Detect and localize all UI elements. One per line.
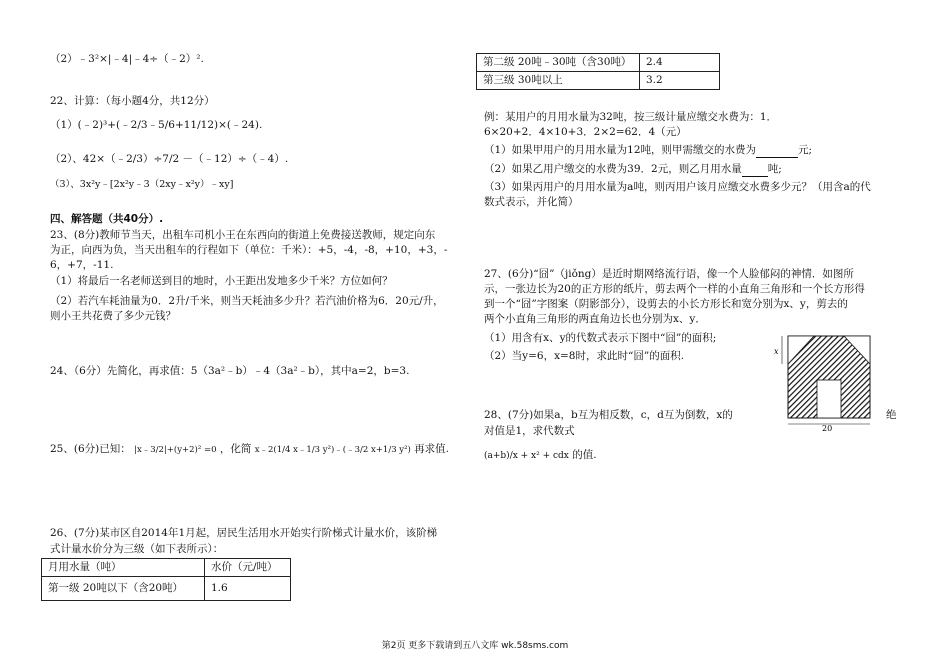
cut-rectangle — [817, 380, 841, 418]
table-row — [42, 559, 291, 577]
table-cell: 水价（元/吨） — [205, 559, 291, 577]
label-20: 20 — [822, 424, 833, 432]
table-cell: 第三级 30吨以上 — [477, 72, 640, 90]
table-cell: 3.2 — [640, 72, 720, 90]
label-x: x — [774, 347, 779, 356]
section-4-heading: 四、解答题（共40分）. — [50, 213, 164, 225]
example-line1: 例：某用户的月用水量为32吨，按三级计量应缴交水费为：1． — [484, 111, 778, 123]
q22-part3: （3）、3x²y﹣[2x²y﹣3（2xy﹣x²y）﹣xy] — [50, 179, 234, 190]
q24: 24、（6分）先简化，再求值：5（3a²﹣b）﹣4（3a²﹣b），其中a=2，b=3. — [50, 365, 410, 377]
table-cell: 第二级 20吨﹣30吨（含30吨） — [477, 54, 640, 72]
q26-part2-text: （2）如果乙用户缴交的水费为39．2元，则乙月用水量 — [484, 163, 742, 175]
q26-part3b: 数式表示，并化简） — [484, 196, 579, 208]
q26-part3a: （3）如果丙用户的月用水量为a吨，则丙用户该月应缴交水费多少元？（用含a的代 — [484, 181, 871, 193]
example-line2: 6×20+2．4×10+3．2×2=62．4（元） — [484, 126, 687, 138]
q26-part1-unit: 元; — [798, 144, 813, 156]
q26-part2-unit: 吨; — [767, 163, 782, 175]
answer-blank — [756, 157, 798, 158]
q22-part2: （2）、42×（﹣2/3）÷7/2 －（﹣12）÷（﹣4）. — [50, 153, 289, 165]
q28-line2: 对值是1，求代数式 — [484, 425, 575, 437]
table-cell: 月用水量（吨） — [42, 559, 205, 577]
q26-part1-text: （1）如果甲用户的月用水量为12吨，则甲需缴交的水费为 — [484, 144, 757, 156]
q25-prefix: 25、(6分)已知： — [50, 443, 131, 455]
q28-line1: 28、(7分)如果a，b互为相反数，c，d互为倒数，x的 — [484, 409, 733, 421]
q27-line4: 两个小直角三角形的两直角边长也分别为x、y． — [484, 313, 706, 325]
table-cell: 第一级 20吨以下（含20吨） — [42, 577, 205, 601]
q26-part2 — [484, 162, 782, 177]
table-row — [42, 577, 291, 601]
q27-line3: 到一个“囧”字图案（阴影部分），设剪去的小长方形长和宽分别为x、y，剪去的 — [484, 298, 848, 310]
q21-part2: （2）﹣3²×|﹣4|﹣4÷（﹣2）². — [50, 53, 204, 65]
q27-line1: 27、(6分)“囧”（jiǒng）是近时期网络流行语，像一个人脸郁闷的神情．如图所 — [484, 268, 854, 280]
q23-part1: （1）将最后一名老师送到目的地时，小王距出发地多少千米？方位如何？ — [50, 275, 393, 287]
q23-line3: 6，+7，-11. — [50, 259, 114, 271]
q26-part1 — [484, 143, 812, 158]
q23-line2: 为正，向西为负，当天出租车的行程如下（单位：千米）：+5，-4，-8，+10，+3，- — [50, 244, 448, 256]
q27-part2: （2）当y=6，x=8时，求此时“囧”的面积. — [484, 350, 685, 362]
q28-expression-line — [484, 448, 597, 463]
q27-line2: 示，一张边长为20的正方形的纸片，剪去两个一样的小直角三角形和一个长方形得 — [484, 283, 865, 295]
table-cell: 1.6 — [205, 577, 291, 601]
table-row — [477, 72, 720, 90]
q25-expression: x﹣2(1/4 x﹣1/3 y²)﹣(﹣3/2 x+1/3 y²) — [254, 445, 411, 455]
q25-condition: |x﹣3/2|+(y+2)² =0 — [134, 445, 217, 455]
jiong-figure — [770, 330, 882, 432]
q25-mid: ，化简 — [219, 443, 252, 455]
water-price-table-top — [41, 558, 291, 601]
q25 — [50, 442, 449, 457]
q28-suffix: 的值. — [572, 449, 597, 461]
q22-part1: （1）(﹣2)³+(﹣2/3﹣5/6+11/12)×(﹣24). — [50, 119, 263, 131]
q23-part2a: （2）若汽车耗油量为0．2升/千米，则当天耗油多少升？若汽油价格为6．20元/升， — [50, 295, 444, 307]
table-row — [477, 54, 720, 72]
q28-line1-end: 绝 — [886, 409, 897, 421]
q23-line1: 23、(8分)教师节当天，出租车司机小王在东西向的街道上免费接送教师，规定向东 — [50, 229, 436, 241]
q26-line2: 式计量水价分为三级（如下表所示）： — [50, 543, 224, 555]
q25-suffix: 再求值. — [414, 443, 450, 455]
answer-blank — [742, 176, 768, 177]
water-price-table-continued — [476, 53, 720, 90]
page-footer: 第2页 更多下载请到五八文库 wk.58sms.com — [381, 641, 569, 651]
q23-part2b: 则小王共花费了多少元钱？ — [50, 310, 176, 322]
q27-part1: （1）用含有x、y的代数式表示下图中“囧”的面积; — [484, 332, 717, 344]
q26-line1: 26、(7分)某市区自2014年1月起，居民生活用水开始实行阶梯式计量水价，该阶梯 — [50, 527, 438, 539]
q22-title: 22、计算：（每小题4分，共12分） — [50, 95, 215, 107]
table-cell: 2.4 — [640, 54, 720, 72]
q28-expression: (a+b)/x + x² + cdx — [484, 451, 569, 461]
